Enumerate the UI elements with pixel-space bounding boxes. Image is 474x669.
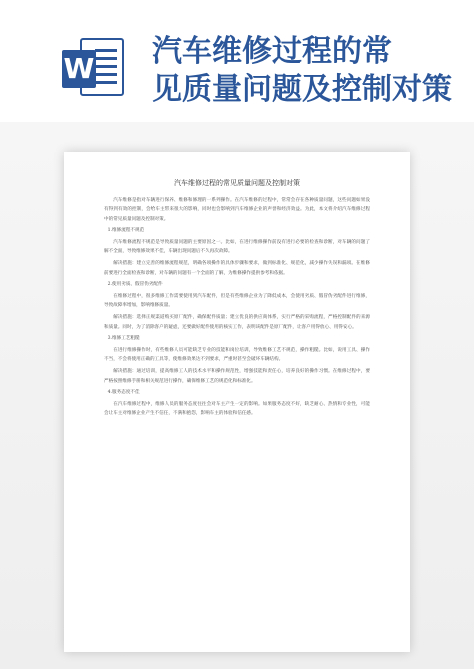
section-heading: 3.维修工艺粗糙 [107,336,140,342]
paragraph: 汽车维修流程不规范是导致质量问题的主要原因之一。比如，在进行维修操作前没有进行必要的检查和诊断，对车辆的问题了解不全面，导致维修效果不佳，车辆出现问题后不久再次故障。 [104,240,370,255]
section-heading: 1.维修流程不规范 [107,228,145,234]
paragraph: 汽车维修是指对车辆进行保养、维修和修理的一系列操作。在汽车维修的过程中，常常会存在各种质量问题，这些问题如果没有得到有效的控制，会给车主带来很大的影响，同时也会影响到汽车维修企业的声誉和经济效益。为此，本文将介绍汽车维修过程中的常见质量问题及控制对策。 [104,198,370,222]
document-body [104,196,370,419]
paragraph: 在进行维修操作时，有些维修人员可能缺乏专业的技能和岗位培训，导致维修工艺不规范，操作粗糙。比如，说用工具、操作不当，不会将使用正确的工具等，使维修效果达不到要求，严重时甚至会破坏车辆结构。 [104,348,370,363]
page-heading: 汽车维修过程的常见质量问题及控制对策 [174,179,300,187]
paragraph: 解决措施：选择正规渠道购买原厂配件，确保配件质量；建立优良的供应商体系，实行严格的采购流程，严格控制配件的来源和质量。同时，为了消除客户的疑虑，还要做好配件使用的核实工作，表明该配件是原厂配件，让客户用得放心、用得安心。 [104,315,370,330]
document-title: 汽车维修过程的常 见质量问题及控制对策 [152,34,452,107]
paragraph: 在维修过程中，很多维修工作需要使用到汽车配件，但是有些维修企业为了降低成本，会使用劣质、假冒伪劣配件进行维修，导致故障率增加，影响维修质量。 [104,294,370,309]
paragraph: 在汽车维修过程中，维修人员的服务态度往往会对车主产生一定的影响。如果服务态度不好，缺乏耐心、热情和专业性，可能会让车主对维修企业产生不信任，不满和抱怨，影响车主的体验和信任感。 [104,402,370,417]
paragraph: 解决措施：建立完善的维修流程规范，明确各项操作的具体步骤和要求，做到标准化、规范化，减少操作失误和漏项。在维修前要进行全面检查和诊断，对车辆的问题有一个全面的了解，为维修操作提供参考和依据。 [104,261,370,276]
paragraph: 解决措施：通过培训，提高维修工人的技术水平和操作规范性，增强技能和责任心，培养良好的操作习惯。在维修过程中，要严格按照维修手册和相关规范进行操作，确保维修工艺的规范化和标准化。 [104,369,370,384]
section-heading: 2.使用劣质、假冒伪劣配件 [107,282,163,288]
word-badge: W [62,50,96,88]
header [0,0,474,118]
word-icon [62,38,124,100]
document-page [64,152,410,652]
section-heading: 4.服务态度不佳 [107,390,140,396]
